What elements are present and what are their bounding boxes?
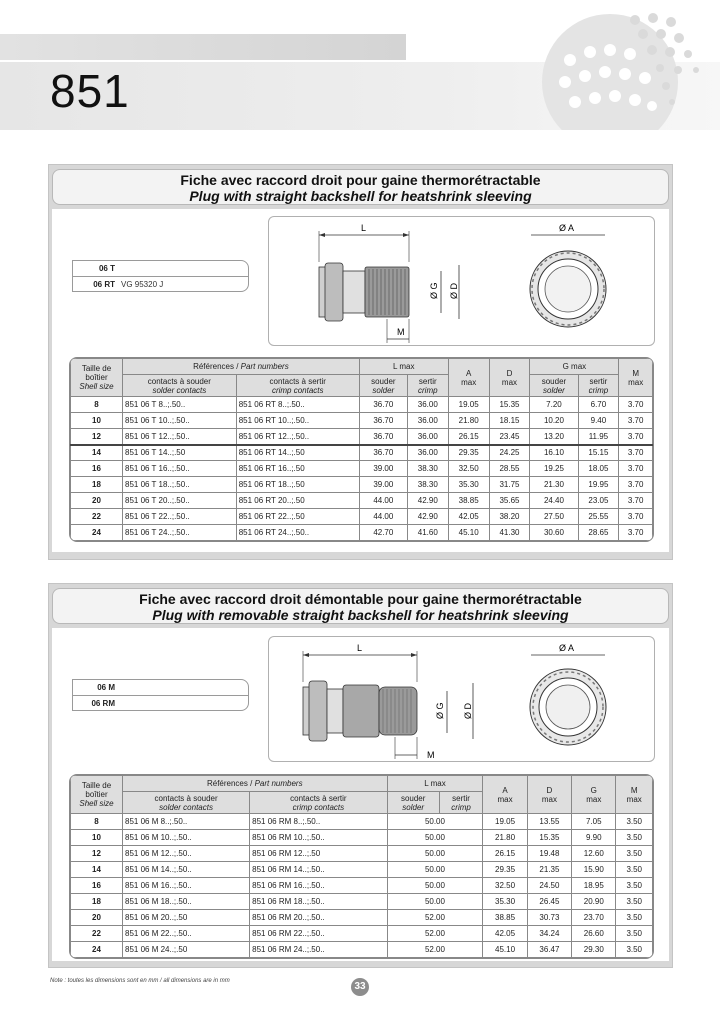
table-cell: 851 06 T 22..;.50.. [123, 509, 237, 525]
col-gmax: G max [530, 359, 619, 375]
section-removable-backshell [48, 583, 673, 968]
table-cell: 9.90 [572, 830, 616, 846]
header-max: max [626, 794, 642, 804]
header-max: max [497, 794, 513, 804]
col-l-souder [387, 792, 439, 814]
table-cell: 50.00 [387, 814, 483, 830]
table-cell: 851 06 RT 8..;.50.. [236, 397, 359, 413]
table-cell: 23.70 [572, 910, 616, 926]
header-taille: Taille de boîtier [81, 781, 112, 799]
dim-d-label: Ø D [463, 702, 473, 719]
dim-a-label: Ø A [559, 643, 575, 653]
table-cell: 851 06 M 22..;.50.. [123, 926, 250, 942]
table-cell: 851 06 RT 20..;.50 [236, 493, 359, 509]
table-cell: 851 06 RT 14..;.50 [236, 445, 359, 461]
table-cell: 3.70 [619, 413, 653, 429]
dim-l-label: L [361, 223, 367, 233]
col-crimp [250, 792, 387, 814]
table-cell: 851 06 RT 22..;.50 [236, 509, 359, 525]
table-cell: 50.00 [387, 894, 483, 910]
table-cell: 851 06 M 18..;.50.. [123, 894, 250, 910]
table-cell: 851 06 RT 24..;.50.. [236, 525, 359, 541]
ref-note: VG 95320 J [121, 279, 164, 289]
table-cell: 50.00 [387, 878, 483, 894]
section1-table-body [71, 397, 653, 541]
table-cell: 30.60 [530, 525, 578, 541]
dim-m-label: M [427, 750, 435, 760]
table-cell: 44.00 [359, 509, 407, 525]
table-cell: 52.00 [387, 942, 483, 958]
header-refs-fr: Références [193, 362, 234, 371]
table-row [71, 910, 653, 926]
connector-removable-drawing-icon [269, 637, 654, 761]
header-refs-en: Part numbers [240, 362, 289, 371]
table-cell: 24.25 [489, 445, 530, 461]
header-sertir: sertir [589, 376, 608, 386]
col-shell-size [71, 776, 123, 814]
header-crimp-fr: contacts à sertir [290, 793, 347, 803]
table-cell: 851 06 T 8..;.50.. [123, 397, 237, 413]
header-solder-en: solder contacts [159, 802, 213, 812]
table-cell: 851 06 T 16..;.50.. [123, 461, 237, 477]
table-cell: 38.30 [407, 477, 448, 493]
header-refs-en: Part numbers [254, 779, 303, 788]
col-g [572, 776, 616, 814]
table-cell: 3.50 [616, 942, 653, 958]
section2-table [69, 774, 654, 959]
table-cell: 851 06 RM 14..;.50.. [250, 862, 387, 878]
section1-table [69, 357, 654, 542]
table-cell: 19.95 [578, 477, 619, 493]
table-cell: 26.15 [483, 846, 527, 862]
table-cell: 50.00 [387, 830, 483, 846]
table-row [71, 846, 653, 862]
table-cell: 851 06 RM 22..;.50.. [250, 926, 387, 942]
table-cell: 15.15 [578, 445, 619, 461]
section1-ref-box [72, 260, 249, 292]
table-cell: 34.24 [527, 926, 571, 942]
table-cell: 39.00 [359, 477, 407, 493]
header-m: M [630, 785, 638, 795]
table-cell: 851 06 M 16..;.50.. [123, 878, 250, 894]
table-cell: 26.60 [572, 926, 616, 942]
table-cell: 22 [71, 509, 123, 525]
table-cell: 3.70 [619, 429, 653, 445]
header-shell: Shell size [79, 799, 114, 808]
table-cell: 29.30 [572, 942, 616, 958]
col-m [619, 359, 653, 397]
header-crimp-fr: contacts à sertir [269, 376, 326, 386]
table-cell: 21.80 [448, 413, 489, 429]
table-cell: 3.50 [616, 862, 653, 878]
table-cell: 851 06 RT 18..;.50 [236, 477, 359, 493]
table-cell: 14 [71, 445, 123, 461]
page-number-badge: 33 [351, 978, 369, 996]
dim-g-label: Ø G [429, 282, 439, 299]
table-cell: 42.90 [407, 509, 448, 525]
dim-l-label: L [357, 643, 363, 653]
table-cell: 16 [71, 878, 123, 894]
ref-row [73, 695, 248, 710]
table-cell: 22 [71, 926, 123, 942]
header-crimp: crimp [588, 385, 609, 395]
table-cell: 851 06 RM 16..;.50.. [250, 878, 387, 894]
table-cell: 3.50 [616, 846, 653, 862]
table-cell: 21.30 [530, 477, 578, 493]
header-a: A [465, 368, 472, 378]
header-crimp-en: crimp contacts [271, 385, 324, 395]
table-cell: 50.00 [387, 846, 483, 862]
col-shell-size [71, 359, 123, 397]
table-cell: 24 [71, 942, 123, 958]
table-row [71, 413, 653, 429]
col-lmax: L max [359, 359, 448, 375]
table-cell: 42.90 [407, 493, 448, 509]
table-cell: 31.75 [489, 477, 530, 493]
header-d: D [546, 785, 553, 795]
table-cell: 18 [71, 477, 123, 493]
col-part-numbers: Références / Part numbers [123, 776, 388, 792]
table-cell: 19.05 [483, 814, 527, 830]
section2-title-fr: Fiche avec raccord droit démontable pour gaine thermorétractable [139, 591, 582, 607]
table-cell: 851 06 M 14..;.50.. [123, 862, 250, 878]
table-cell: 3.70 [619, 397, 653, 413]
series-title: 851 [50, 65, 130, 117]
header-refs-fr: Références [206, 779, 248, 788]
table-row [71, 830, 653, 846]
connector-drawing-icon [269, 217, 654, 345]
table-cell: 10 [71, 830, 123, 846]
table-cell: 36.70 [359, 429, 407, 445]
table-cell: 3.70 [619, 509, 653, 525]
table-cell: 18.05 [578, 461, 619, 477]
table-cell: 38.30 [407, 461, 448, 477]
table-cell: 36.70 [359, 397, 407, 413]
table-cell: 3.50 [616, 814, 653, 830]
dim-g-label: Ø G [435, 702, 445, 719]
header-max: max [628, 377, 644, 387]
table-cell: 36.00 [407, 397, 448, 413]
section1-title-fr: Fiche avec raccord droit pour gaine thermorétractable [180, 172, 541, 188]
table-cell: 16 [71, 461, 123, 477]
table-cell: 3.50 [616, 830, 653, 846]
table-row [71, 862, 653, 878]
section2-title-box [52, 588, 669, 624]
table-cell: 19.48 [527, 846, 571, 862]
table-row [71, 445, 653, 461]
table-cell: 12 [71, 846, 123, 862]
header-solder: solder [543, 385, 565, 395]
table-cell: 851 06 M 8..;.50.. [123, 814, 250, 830]
col-d [527, 776, 571, 814]
table-cell: 18.95 [572, 878, 616, 894]
ref-row [73, 276, 248, 291]
table-cell: 28.65 [578, 525, 619, 541]
table-cell: 29.35 [483, 862, 527, 878]
table-cell: 851 06 M 24..;.50 [123, 942, 250, 958]
table-cell: 3.70 [619, 525, 653, 541]
table-cell: 25.55 [578, 509, 619, 525]
table-cell: 12 [71, 429, 123, 445]
header-max: max [501, 377, 518, 387]
table-row [71, 525, 653, 541]
table-cell: 851 06 RT 10..;.50.. [236, 413, 359, 429]
col-part-numbers: Références / Part numbers [123, 359, 360, 375]
dim-d-label: Ø D [449, 282, 459, 299]
dim-m-label: M [397, 327, 405, 337]
section2-table-body [71, 814, 653, 958]
header-g: G [590, 785, 597, 795]
table-cell: 851 06 RM 18..;.50.. [250, 894, 387, 910]
table-cell: 851 06 RM 10..;.50.. [250, 830, 387, 846]
table-row [71, 397, 653, 413]
col-m [616, 776, 653, 814]
table-cell: 15.35 [527, 830, 571, 846]
col-crimp [236, 375, 359, 397]
table-cell: 23.45 [489, 429, 530, 445]
table-cell: 27.50 [530, 509, 578, 525]
table-cell: 851 06 T 12..;.50.. [123, 429, 237, 445]
table-cell: 3.70 [619, 461, 653, 477]
table-cell: 18 [71, 894, 123, 910]
ref-row [73, 261, 248, 276]
table-cell: 851 06 RT 16..;.50 [236, 461, 359, 477]
header-souder: souder [541, 376, 567, 386]
table-cell: 851 06 M 12..;.50.. [123, 846, 250, 862]
table-cell: 16.10 [530, 445, 578, 461]
table-cell: 24 [71, 525, 123, 541]
table-cell: 851 06 T 14..;.50 [123, 445, 237, 461]
table-cell: 851 06 T 18..;.50.. [123, 477, 237, 493]
table-cell: 52.00 [387, 926, 483, 942]
table-cell: 24.50 [527, 878, 571, 894]
table-row [71, 477, 653, 493]
table-cell: 8 [71, 397, 123, 413]
section2-ref-box [72, 679, 249, 711]
col-l-sertir [407, 375, 448, 397]
header-souder: souder [371, 376, 396, 386]
ref-code: 06 M [97, 683, 115, 692]
table-cell: 3.70 [619, 445, 653, 461]
table-cell: 12.60 [572, 846, 616, 862]
section1-drawing [268, 216, 655, 346]
table-cell: 13.55 [527, 814, 571, 830]
ref-code: 06 RM [91, 698, 115, 708]
table-row [71, 493, 653, 509]
table-cell: 10.20 [530, 413, 578, 429]
table-cell: 19.25 [530, 461, 578, 477]
table-cell: 45.10 [483, 942, 527, 958]
table-cell: 851 06 T 10..;.50.. [123, 413, 237, 429]
table-cell: 851 06 RM 12..;.50 [250, 846, 387, 862]
table-cell: 35.65 [489, 493, 530, 509]
table-cell: 6.70 [578, 397, 619, 413]
table-row [71, 878, 653, 894]
col-l-souder [359, 375, 407, 397]
table-cell: 42.05 [448, 509, 489, 525]
table-cell: 44.00 [359, 493, 407, 509]
table-cell: 851 06 RM 20..;.50.. [250, 910, 387, 926]
table-cell: 42.05 [483, 926, 527, 942]
table-row [71, 429, 653, 445]
table-cell: 20.90 [572, 894, 616, 910]
table-cell: 50.00 [387, 862, 483, 878]
table-cell: 39.00 [359, 461, 407, 477]
table-cell: 41.30 [489, 525, 530, 541]
col-g-souder [530, 375, 578, 397]
header-solder-en: solder contacts [152, 385, 207, 395]
table-cell: 851 06 M 20..;.50 [123, 910, 250, 926]
table-cell: 42.70 [359, 525, 407, 541]
header-crimp: crimp [418, 385, 438, 395]
header-taille: Taille de boîtier [81, 364, 112, 382]
col-solder [123, 375, 237, 397]
header-crimp-en: crimp contacts [292, 802, 345, 812]
table-cell: 38.85 [448, 493, 489, 509]
table-cell: 8 [71, 814, 123, 830]
table-cell: 851 06 T 20..;.50.. [123, 493, 237, 509]
header-solder: solder [402, 802, 425, 812]
section1-content [52, 209, 669, 552]
table-cell: 32.50 [483, 878, 527, 894]
table-row [71, 509, 653, 525]
table-cell: 851 06 RT 12..;.50.. [236, 429, 359, 445]
table-cell: 36.00 [407, 429, 448, 445]
table-cell: 28.55 [489, 461, 530, 477]
table-cell: 3.50 [616, 894, 653, 910]
header-d: D [506, 368, 513, 378]
table-cell: 3.70 [619, 477, 653, 493]
footnote: Note : toutes les dimensions sont en mm / all dimensions are in mm [50, 978, 230, 984]
col-a [448, 359, 489, 397]
table-cell: 13.20 [530, 429, 578, 445]
section1-title-en: Plug with straight backshell for heatshrink sleeving [189, 188, 532, 204]
table-cell: 32.50 [448, 461, 489, 477]
table-cell: 851 06 RM 24..;.50.. [250, 942, 387, 958]
table-cell: 7.20 [530, 397, 578, 413]
header-max: max [541, 794, 557, 804]
col-solder [123, 792, 250, 814]
header-max: max [586, 794, 602, 804]
table-cell: 38.20 [489, 509, 530, 525]
ref-row [73, 680, 248, 695]
section1-title-box [52, 169, 669, 205]
table-cell: 7.05 [572, 814, 616, 830]
header-shell: Shell size [79, 382, 114, 391]
decorative-dots-icon [540, 10, 720, 130]
header-top-band [0, 34, 406, 60]
table-cell: 3.70 [619, 493, 653, 509]
table-cell: 26.45 [527, 894, 571, 910]
table-cell: 24.40 [530, 493, 578, 509]
table-cell: 3.50 [616, 878, 653, 894]
table-cell: 851 06 M 10..;.50.. [123, 830, 250, 846]
section2-drawing [268, 636, 655, 762]
table-cell: 35.30 [483, 894, 527, 910]
table-row [71, 814, 653, 830]
table-cell: 20 [71, 493, 123, 509]
table-cell: 15.90 [572, 862, 616, 878]
table-cell: 35.30 [448, 477, 489, 493]
header-solder-fr: contacts à souder [147, 376, 211, 386]
header-solder-fr: contacts à souder [154, 793, 218, 803]
header-souder: souder [400, 793, 426, 803]
table-row [71, 894, 653, 910]
table-cell: 36.70 [359, 413, 407, 429]
section2-title-en: Plug with removable straight backshell for heatshrink sleeving [152, 607, 569, 623]
table-cell: 20 [71, 910, 123, 926]
table-cell: 9.40 [578, 413, 619, 429]
table-cell: 36.00 [407, 413, 448, 429]
table-cell: 3.50 [616, 926, 653, 942]
col-a [483, 776, 527, 814]
table-cell: 10 [71, 413, 123, 429]
table-cell: 851 06 T 24..;.50.. [123, 525, 237, 541]
section-straight-backshell [48, 164, 673, 560]
header-max: max [461, 377, 477, 387]
table-cell: 29.35 [448, 445, 489, 461]
table-cell: 18.15 [489, 413, 530, 429]
table-cell: 15.35 [489, 397, 530, 413]
header-solder: solder [372, 385, 395, 395]
header-crimp: crimp [451, 802, 471, 812]
table-cell: 21.35 [527, 862, 571, 878]
table-cell: 41.60 [407, 525, 448, 541]
table-cell: 36.47 [527, 942, 571, 958]
table-cell: 52.00 [387, 910, 483, 926]
header-m: M [632, 368, 639, 378]
ref-code: 06 T [98, 264, 115, 273]
table-row [71, 926, 653, 942]
table-cell: 30.73 [527, 910, 571, 926]
col-l-sertir [439, 792, 483, 814]
table-cell: 26.15 [448, 429, 489, 445]
dim-a-label: Ø A [559, 223, 575, 233]
header-a: A [502, 785, 508, 795]
table-cell: 38.85 [483, 910, 527, 926]
table-cell: 11.95 [578, 429, 619, 445]
header-sertir: sertir [418, 376, 437, 386]
col-d [489, 359, 530, 397]
header-sertir: sertir [452, 793, 470, 803]
table-cell: 21.80 [483, 830, 527, 846]
col-lmax: L max [387, 776, 483, 792]
table-cell: 23.05 [578, 493, 619, 509]
table-row [71, 461, 653, 477]
section2-content [52, 628, 669, 961]
ref-code: 06 RT [93, 279, 115, 289]
table-cell: 36.70 [359, 445, 407, 461]
table-cell: 45.10 [448, 525, 489, 541]
table-row [71, 942, 653, 958]
table-cell: 3.50 [616, 910, 653, 926]
table-cell: 19.05 [448, 397, 489, 413]
col-g-sertir [578, 375, 619, 397]
table-cell: 36.00 [407, 445, 448, 461]
table-cell: 14 [71, 862, 123, 878]
table-cell: 851 06 RM 8..;.50.. [250, 814, 387, 830]
